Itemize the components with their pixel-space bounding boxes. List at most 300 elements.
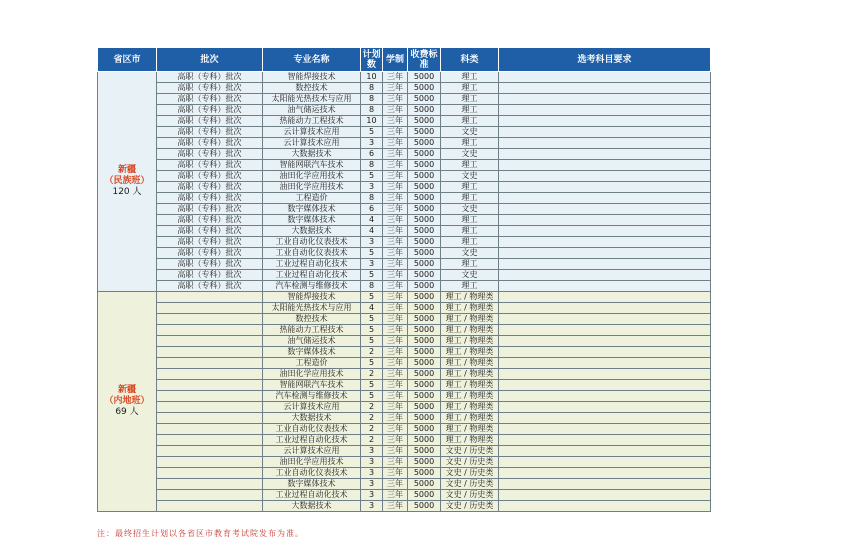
- cell-fee: 5000: [408, 127, 441, 138]
- cell-plan: 8: [361, 193, 383, 204]
- cell-major: 工业过程自动化技术: [263, 259, 361, 270]
- cell-category: 理工 / 物理类: [441, 380, 499, 391]
- region-class: （内地班）: [104, 396, 150, 406]
- cell-subjects: [499, 336, 711, 347]
- cell-fee: 5000: [408, 380, 441, 391]
- cell-batch: 高职（专科）批次: [157, 270, 263, 281]
- cell-batch: [157, 358, 263, 369]
- cell-batch: [157, 424, 263, 435]
- cell-major: 大数据技术: [263, 413, 361, 424]
- cell-batch: 高职（专科）批次: [157, 127, 263, 138]
- cell-subjects: [499, 160, 711, 171]
- cell-years: 三年: [383, 94, 408, 105]
- cell-subjects: [499, 72, 711, 83]
- cell-years: 三年: [383, 149, 408, 160]
- cell-major: 数控技术: [263, 83, 361, 94]
- table-row: [98, 424, 711, 435]
- cell-category: 理工: [441, 138, 499, 149]
- table-row: [98, 281, 711, 292]
- cell-major: 油田化学应用技术: [263, 369, 361, 380]
- cell-batch: [157, 391, 263, 402]
- table-row: [98, 94, 711, 105]
- table-row: [98, 171, 711, 182]
- cell-batch: 高职（专科）批次: [157, 237, 263, 248]
- cell-category: 理工: [441, 72, 499, 83]
- cell-major: 大数据技术: [263, 226, 361, 237]
- cell-batch: 高职（专科）批次: [157, 149, 263, 160]
- cell-subjects: [499, 149, 711, 160]
- cell-major: 热能动力工程技术: [263, 116, 361, 127]
- table-row: [98, 435, 711, 446]
- cell-batch: [157, 380, 263, 391]
- cell-category: 理工: [441, 237, 499, 248]
- cell-subjects: [499, 116, 711, 127]
- table-row: [98, 336, 711, 347]
- cell-years: 三年: [383, 204, 408, 215]
- cell-batch: [157, 435, 263, 446]
- cell-subjects: [499, 138, 711, 149]
- cell-subjects: [499, 105, 711, 116]
- table-row: [98, 347, 711, 358]
- cell-major: 智能焊接技术: [263, 72, 361, 83]
- cell-major: 数字媒体技术: [263, 215, 361, 226]
- cell-subjects: [499, 259, 711, 270]
- cell-major: 工业自动化仪表技术: [263, 248, 361, 259]
- footnote: 注：最终招生计划以各省区市教育考试院发布为准。: [97, 529, 304, 538]
- cell-fee: 5000: [408, 413, 441, 424]
- cell-category: 理工: [441, 259, 499, 270]
- cell-plan: 2: [361, 424, 383, 435]
- table-row: [98, 446, 711, 457]
- table-header: [98, 48, 711, 72]
- cell-fee: 5000: [408, 248, 441, 259]
- cell-fee: 5000: [408, 490, 441, 501]
- cell-years: 三年: [383, 237, 408, 248]
- cell-years: 三年: [383, 270, 408, 281]
- cell-years: 三年: [383, 138, 408, 149]
- cell-fee: 5000: [408, 138, 441, 149]
- table-row: [98, 292, 711, 303]
- cell-years: 三年: [383, 182, 408, 193]
- cell-plan: 8: [361, 160, 383, 171]
- cell-years: 三年: [383, 380, 408, 391]
- region-count: 69 人: [115, 407, 139, 417]
- cell-category: 理工 / 物理类: [441, 336, 499, 347]
- cell-fee: 5000: [408, 369, 441, 380]
- cell-subjects: [499, 468, 711, 479]
- cell-category: 理工: [441, 116, 499, 127]
- cell-major: 油气储运技术: [263, 105, 361, 116]
- region-count: 120 人: [112, 187, 142, 197]
- cell-plan: 4: [361, 303, 383, 314]
- cell-subjects: [499, 457, 711, 468]
- table-row: [98, 105, 711, 116]
- table-row: [98, 325, 711, 336]
- cell-fee: 5000: [408, 501, 441, 512]
- cell-years: 三年: [383, 314, 408, 325]
- cell-batch: 高职（专科）批次: [157, 171, 263, 182]
- cell-subjects: [499, 226, 711, 237]
- cell-years: 三年: [383, 248, 408, 259]
- cell-major: 数字媒体技术: [263, 204, 361, 215]
- cell-subjects: [499, 380, 711, 391]
- region-name: 新疆: [117, 165, 136, 175]
- cell-subjects: [499, 281, 711, 292]
- cell-major: 云计算技术应用: [263, 446, 361, 457]
- cell-years: 三年: [383, 358, 408, 369]
- cell-plan: 6: [361, 204, 383, 215]
- cell-plan: 4: [361, 226, 383, 237]
- cell-fee: 5000: [408, 402, 441, 413]
- table-row: [98, 204, 711, 215]
- cell-subjects: [499, 94, 711, 105]
- cell-major: 汽车检测与维修技术: [263, 391, 361, 402]
- cell-subjects: [499, 127, 711, 138]
- header-category: 科类: [441, 48, 499, 72]
- cell-major: 智能网联汽车技术: [263, 160, 361, 171]
- cell-category: 理工 / 物理类: [441, 314, 499, 325]
- cell-category: 理工: [441, 94, 499, 105]
- header-major: 专业名称: [263, 48, 361, 72]
- cell-subjects: [499, 490, 711, 501]
- cell-category: 理工 / 物理类: [441, 292, 499, 303]
- cell-batch: 高职（专科）批次: [157, 160, 263, 171]
- cell-years: 三年: [383, 468, 408, 479]
- cell-fee: 5000: [408, 303, 441, 314]
- table-row: [98, 149, 711, 160]
- cell-category: 理工 / 物理类: [441, 369, 499, 380]
- cell-plan: 5: [361, 270, 383, 281]
- table-row: [98, 226, 711, 237]
- cell-years: 三年: [383, 435, 408, 446]
- cell-years: 三年: [383, 479, 408, 490]
- cell-category: 理工 / 物理类: [441, 402, 499, 413]
- cell-batch: 高职（专科）批次: [157, 182, 263, 193]
- table-row: [98, 402, 711, 413]
- cell-years: 三年: [383, 446, 408, 457]
- cell-batch: [157, 314, 263, 325]
- cell-fee: 5000: [408, 259, 441, 270]
- cell-fee: 5000: [408, 479, 441, 490]
- header-province: 省区市: [98, 48, 157, 72]
- cell-category: 理工: [441, 83, 499, 94]
- cell-years: 三年: [383, 83, 408, 94]
- cell-major: 数字媒体技术: [263, 479, 361, 490]
- cell-category: 文史 / 历史类: [441, 490, 499, 501]
- cell-subjects: [499, 479, 711, 490]
- cell-batch: 高职（专科）批次: [157, 72, 263, 83]
- cell-major: 汽车检测与维修技术: [263, 281, 361, 292]
- table-row: [98, 303, 711, 314]
- cell-category: 理工 / 物理类: [441, 413, 499, 424]
- header-row: [98, 48, 711, 72]
- cell-batch: 高职（专科）批次: [157, 116, 263, 127]
- cell-batch: 高职（专科）批次: [157, 226, 263, 237]
- cell-years: 三年: [383, 171, 408, 182]
- cell-batch: [157, 501, 263, 512]
- cell-subjects: [499, 391, 711, 402]
- cell-category: 文史: [441, 248, 499, 259]
- cell-plan: 5: [361, 391, 383, 402]
- table-row: [98, 413, 711, 424]
- cell-subjects: [499, 303, 711, 314]
- header-fee: 收费标准: [408, 48, 441, 72]
- cell-subjects: [499, 182, 711, 193]
- header-years: 学制: [383, 48, 408, 72]
- table-row: [98, 193, 711, 204]
- cell-batch: 高职（专科）批次: [157, 248, 263, 259]
- cell-category: 文史 / 历史类: [441, 457, 499, 468]
- table-row: [98, 358, 711, 369]
- cell-category: 文史 / 历史类: [441, 446, 499, 457]
- cell-category: 理工 / 物理类: [441, 347, 499, 358]
- cell-major: 云计算技术应用: [263, 127, 361, 138]
- cell-category: 文史 / 历史类: [441, 468, 499, 479]
- cell-fee: 5000: [408, 325, 441, 336]
- cell-subjects: [499, 215, 711, 226]
- cell-batch: [157, 479, 263, 490]
- cell-batch: 高职（专科）批次: [157, 138, 263, 149]
- cell-plan: 3: [361, 479, 383, 490]
- table-row: [98, 369, 711, 380]
- table-row: [98, 380, 711, 391]
- cell-years: 三年: [383, 457, 408, 468]
- cell-years: 三年: [383, 391, 408, 402]
- cell-fee: 5000: [408, 204, 441, 215]
- cell-category: 文史 / 历史类: [441, 479, 499, 490]
- table-row: [98, 237, 711, 248]
- cell-fee: 5000: [408, 270, 441, 281]
- cell-years: 三年: [383, 193, 408, 204]
- cell-category: 文史: [441, 204, 499, 215]
- cell-subjects: [499, 413, 711, 424]
- cell-category: 理工 / 物理类: [441, 435, 499, 446]
- cell-subjects: [499, 204, 711, 215]
- cell-plan: 8: [361, 94, 383, 105]
- cell-batch: [157, 468, 263, 479]
- cell-category: 理工 / 物理类: [441, 358, 499, 369]
- cell-fee: 5000: [408, 149, 441, 160]
- cell-fee: 5000: [408, 358, 441, 369]
- cell-fee: 5000: [408, 468, 441, 479]
- cell-subjects: [499, 347, 711, 358]
- cell-plan: 3: [361, 446, 383, 457]
- cell-subjects: [499, 248, 711, 259]
- cell-fee: 5000: [408, 171, 441, 182]
- table-row: [98, 160, 711, 171]
- cell-fee: 5000: [408, 237, 441, 248]
- cell-fee: 5000: [408, 215, 441, 226]
- cell-major: 云计算技术应用: [263, 138, 361, 149]
- table-row: [98, 127, 711, 138]
- table-row: [98, 182, 711, 193]
- cell-years: 三年: [383, 369, 408, 380]
- table-row: [98, 83, 711, 94]
- cell-subjects: [499, 171, 711, 182]
- cell-subjects: [499, 358, 711, 369]
- cell-batch: 高职（专科）批次: [157, 105, 263, 116]
- cell-major: 大数据技术: [263, 149, 361, 160]
- region-cell: [98, 72, 157, 292]
- cell-category: 理工 / 物理类: [441, 325, 499, 336]
- cell-plan: 3: [361, 182, 383, 193]
- cell-category: 文史: [441, 127, 499, 138]
- cell-batch: [157, 402, 263, 413]
- cell-batch: 高职（专科）批次: [157, 94, 263, 105]
- cell-plan: 4: [361, 215, 383, 226]
- cell-category: 理工: [441, 226, 499, 237]
- cell-fee: 5000: [408, 435, 441, 446]
- cell-major: 太阳能光热技术与应用: [263, 94, 361, 105]
- cell-batch: 高职（专科）批次: [157, 83, 263, 94]
- cell-batch: [157, 292, 263, 303]
- header-batch: 批次: [157, 48, 263, 72]
- table-row: [98, 314, 711, 325]
- cell-major: 智能网联汽车技术: [263, 380, 361, 391]
- cell-years: 三年: [383, 105, 408, 116]
- cell-plan: 8: [361, 83, 383, 94]
- cell-fee: 5000: [408, 182, 441, 193]
- cell-fee: 5000: [408, 226, 441, 237]
- cell-plan: 2: [361, 402, 383, 413]
- cell-major: 云计算技术应用: [263, 402, 361, 413]
- cell-subjects: [499, 325, 711, 336]
- cell-plan: 8: [361, 105, 383, 116]
- cell-years: 三年: [383, 292, 408, 303]
- cell-subjects: [499, 369, 711, 380]
- table-row: [98, 479, 711, 490]
- cell-fee: 5000: [408, 83, 441, 94]
- cell-batch: [157, 303, 263, 314]
- cell-plan: 2: [361, 435, 383, 446]
- cell-plan: 5: [361, 292, 383, 303]
- cell-plan: 10: [361, 116, 383, 127]
- cell-plan: 2: [361, 347, 383, 358]
- cell-fee: 5000: [408, 424, 441, 435]
- cell-major: 工业过程自动化技术: [263, 490, 361, 501]
- cell-major: 油田化学应用技术: [263, 171, 361, 182]
- cell-fee: 5000: [408, 94, 441, 105]
- cell-major: 工业自动化仪表技术: [263, 237, 361, 248]
- cell-fee: 5000: [408, 391, 441, 402]
- cell-major: 工业自动化仪表技术: [263, 424, 361, 435]
- cell-subjects: [499, 435, 711, 446]
- cell-fee: 5000: [408, 457, 441, 468]
- cell-subjects: [499, 292, 711, 303]
- cell-fee: 5000: [408, 105, 441, 116]
- cell-batch: [157, 413, 263, 424]
- cell-years: 三年: [383, 281, 408, 292]
- header-subjects: 选考科目要求: [499, 48, 711, 72]
- cell-plan: 5: [361, 314, 383, 325]
- cell-years: 三年: [383, 259, 408, 270]
- cell-category: 文史: [441, 171, 499, 182]
- cell-plan: 5: [361, 248, 383, 259]
- cell-major: 油气储运技术: [263, 336, 361, 347]
- region-class: （民族班）: [104, 176, 150, 186]
- cell-plan: 3: [361, 457, 383, 468]
- table-row: [98, 501, 711, 512]
- cell-fee: 5000: [408, 72, 441, 83]
- table-row: [98, 259, 711, 270]
- cell-batch: [157, 336, 263, 347]
- cell-subjects: [499, 424, 711, 435]
- cell-years: 三年: [383, 413, 408, 424]
- cell-years: 三年: [383, 424, 408, 435]
- group-inland-class: [98, 292, 711, 512]
- region-cell: [98, 292, 157, 512]
- cell-plan: 10: [361, 72, 383, 83]
- cell-batch: [157, 490, 263, 501]
- cell-years: 三年: [383, 303, 408, 314]
- cell-major: 油田化学应用技术: [263, 457, 361, 468]
- cell-years: 三年: [383, 226, 408, 237]
- cell-category: 文史 / 历史类: [441, 501, 499, 512]
- cell-plan: 3: [361, 501, 383, 512]
- table-row: [98, 72, 711, 83]
- cell-years: 三年: [383, 402, 408, 413]
- cell-plan: 5: [361, 380, 383, 391]
- cell-category: 理工: [441, 160, 499, 171]
- cell-batch: 高职（专科）批次: [157, 215, 263, 226]
- cell-batch: [157, 347, 263, 358]
- cell-category: 理工: [441, 215, 499, 226]
- cell-plan: 5: [361, 358, 383, 369]
- cell-subjects: [499, 270, 711, 281]
- cell-years: 三年: [383, 347, 408, 358]
- cell-years: 三年: [383, 501, 408, 512]
- cell-plan: 8: [361, 281, 383, 292]
- table-row: [98, 116, 711, 127]
- group-ethnic-class: [98, 72, 711, 292]
- table-row: [98, 457, 711, 468]
- cell-fee: 5000: [408, 336, 441, 347]
- table-row: [98, 490, 711, 501]
- table-row: [98, 138, 711, 149]
- cell-years: 三年: [383, 336, 408, 347]
- cell-batch: 高职（专科）批次: [157, 281, 263, 292]
- cell-plan: 3: [361, 259, 383, 270]
- cell-plan: 2: [361, 369, 383, 380]
- cell-batch: 高职（专科）批次: [157, 193, 263, 204]
- table-row: [98, 468, 711, 479]
- cell-subjects: [499, 193, 711, 204]
- cell-major: 工业自动化仪表技术: [263, 468, 361, 479]
- cell-major: 数字媒体技术: [263, 347, 361, 358]
- cell-category: 理工: [441, 281, 499, 292]
- cell-years: 三年: [383, 490, 408, 501]
- table-row: [98, 248, 711, 259]
- cell-major: 太阳能光热技术与应用: [263, 303, 361, 314]
- cell-fee: 5000: [408, 347, 441, 358]
- cell-fee: 5000: [408, 281, 441, 292]
- cell-subjects: [499, 501, 711, 512]
- cell-major: 工程造价: [263, 193, 361, 204]
- cell-plan: 3: [361, 468, 383, 479]
- region-name: 新疆: [117, 385, 136, 395]
- cell-major: 工业过程自动化技术: [263, 435, 361, 446]
- cell-fee: 5000: [408, 116, 441, 127]
- table-row: [98, 391, 711, 402]
- cell-plan: 5: [361, 325, 383, 336]
- cell-years: 三年: [383, 325, 408, 336]
- cell-plan: 2: [361, 413, 383, 424]
- cell-category: 理工 / 物理类: [441, 424, 499, 435]
- cell-years: 三年: [383, 116, 408, 127]
- cell-plan: 3: [361, 138, 383, 149]
- cell-major: 工程造价: [263, 358, 361, 369]
- cell-major: 数控技术: [263, 314, 361, 325]
